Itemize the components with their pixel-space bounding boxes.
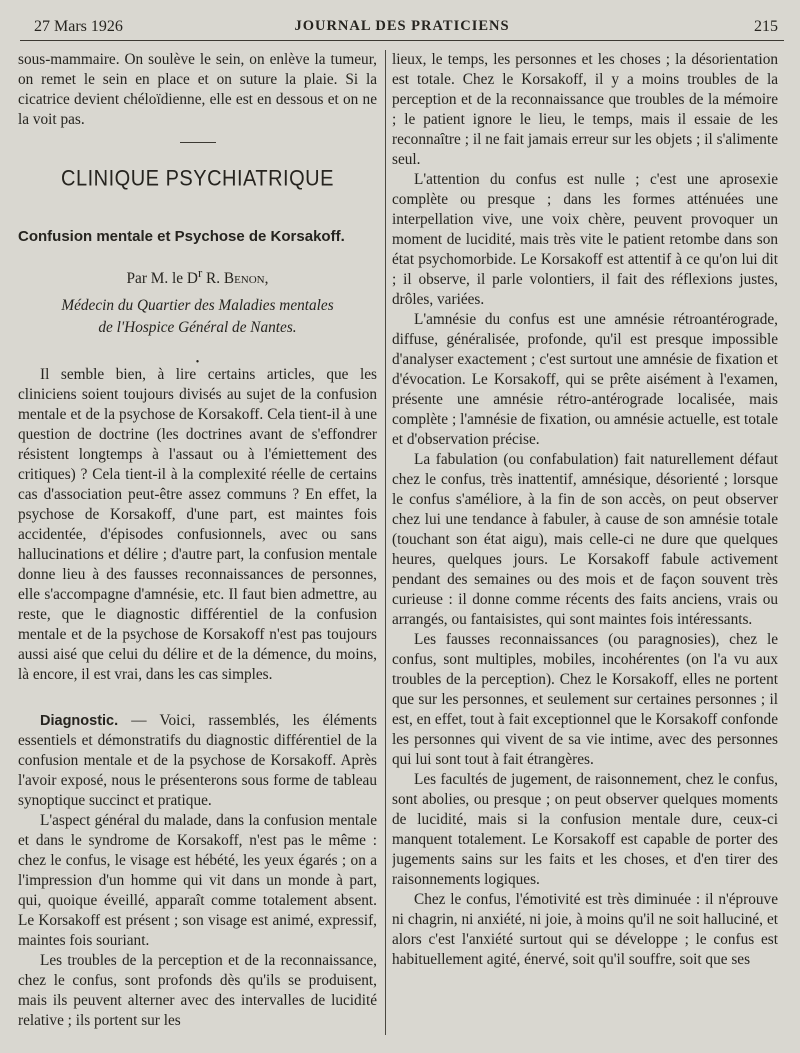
paragraph: Chez le confus, l'émotivité est très diminuée : il n'éprouve ni chagrin, ni anxiété, ni joie, à moins qu'il ne soit halluciné, et alors c'est l'anxiété surtout qui se développe ; le confus est habituellement agité, énervé, soit qu'il souffre, soit que ses <box>392 891 778 968</box>
journal-title: JOURNAL DES PRATICIENS <box>294 18 510 34</box>
section-title: CLINIQUE PSYCHIATRIQUE <box>61 166 334 192</box>
author-name: R. Benon, <box>206 270 269 288</box>
column-divider <box>385 50 386 1035</box>
previous-article-ending: sous-mammaire. On soulève le sein, on enlève la tumeur, on remet le sein en place et on suture la plaie. Si la cicatrice devient chéloïdienne, elle est en dessous et on ne la voit pas. <box>18 51 377 128</box>
ornament-dot: • <box>195 357 200 369</box>
header-date: 27 Mars 1926 <box>34 18 123 35</box>
paragraph: L'amnésie du confus est une amnésie rétroantérograde, diffuse, généralisée, profonde, qu'il est presque impossible d'analyser exactement ; c'est surtout une amnésie de fixation et d'évocation. Le Korsakoff, qui se prête aisément à l'examen, présente une amnésie rétro-antérograde localisée, mais complète ; l'amnésie de fixation, ou amnésie actuelle, est totale et d'observation précise. <box>392 311 778 448</box>
paragraph-diagnostic <box>18 711 377 811</box>
author-line <box>18 263 377 289</box>
paragraph: L'aspect général du malade, dans la confusion mentale et dans le syndrome de Korsakoff, n'est pas le même : chez le confus, le visage est hébété, les yeux égarés ; on a l'impression d'un homme qui vit dans un monde à part, qui, quoique éveillé, apparaît comme totalement absent. Le Korsakoff est présent ; son visage est animé, expressif, maintes fois souriant. <box>18 812 377 950</box>
paragraph: lieux, le temps, les personnes et les choses ; la désorientation est totale. Chez le Korsakoff, il y a moins troubles de la perception et de la reconnaissance que troubles de la mémoire ; le patient ignore le lieu, le temps, mais il essaie de les reconnaître ; il ne fait jamais erreur sur les objets ; il s'alimente seul. <box>392 51 778 168</box>
article-title: Confusion mentale et Psychose de Korsakoff. <box>18 228 345 245</box>
author-prefix: Par M. le D <box>126 270 198 288</box>
paragraph: Les troubles de la perception et de la reconnaissance, chez le confus, sont profonds dès qu'ils se produisent, mais ils peuvent alterner avec des intervalles de lucidité relative ; ils portent sur les <box>18 952 377 1030</box>
left-column <box>18 50 377 1040</box>
paragraph: La fabulation (ou confabulation) fait naturellement défaut chez le confus, très inattentif, amnésique, désorienté ; lorsque le confus s'améliore, à la fin de son accès, on peut observer chez lui une tendance à fabuler, à cause de son amnésie totale (touchant son état aigu), mais celle-ci ne dure que quelques heures, quelques jours. Le Korsakoff fabule activement pendant des semaines ou des mois et de façon souvent très curieuse : il donne comme récents des faits anciens, vrais ou arrangés, ou fantaisistes, qui sont maintes fois intéressants. <box>392 451 778 628</box>
paragraph: Les facultés de jugement, de raisonnement, chez le confus, sont abolies, ou presque ; on peut observer quelques moments de lucidité, mais si la confusion mentale dure, ceux-ci manquent totalement. Le Korsakoff est capable de porter des jugements sains sur les faits et les choses, et d'en tirer des raisonnements logiques. <box>392 771 778 888</box>
paragraph: L'attention du confus est nulle ; c'est une aprosexie complète ou presque ; dans les formes atténuées une interpellation vive, une voix chère, peuvent provoquer un moment de lucidité, mais très vite le patient retombe dans son état psychomorbide. Le Korsakoff est attentif à ce qu'on lui dit ; il observe, il parle volontiers, il fait des réflexions justes, drôles, variées. <box>392 171 778 308</box>
paragraph: Il semble bien, à lire certains articles, que les cliniciens soient toujours divisés au sujet de la confusion mentale et de la psychose de Korsakoff. Cela tient-il à une question de doctrine (les doctrines avant de s'effondrer résistent longtemps à l'assaut ou à l'émiettement des critiques) ? Cela tient-il à la complexité réelle de certains cas d'association peut-être assez communs ? En effet, la psychose de Korsakoff, d'une part, est maintes fois accidentée, d'épisodes confusionnels, avec ou sans hallucinations et délire ; d'autre part, la confusion mentale donne lieu à des fausses reconnaissances de personnes, elle s'accompagne d'amnésie, etc. Il faut bien admettre, au reste, que le diagnostic différentiel de la confusion mentale et de la psychose de Korsakoff n'est pas toujours aussi aisé que celui du délire et de la démence, du moins, là encore, il est vrai, dans les cas simples. <box>18 366 377 684</box>
page-number: 215 <box>754 18 778 35</box>
author-affiliation <box>18 295 377 339</box>
separator-rule <box>180 142 216 143</box>
paragraph: Les fausses reconnaissances (ou paragnosies), chez le confus, sont multiples, mobiles, incohérentes (on l'a vu aux troubles de la perception). Chez le Korsakoff, elles ne portent que sur les personnes, et seulement sur certaines personnes ; il est, en effet, tout à fait exceptionnel que le Korsakoff confonde les personnes qui vivent de sa vie intime, avec des personnes qui lui sont tout à fait étrangères. <box>392 631 778 768</box>
affiliation-line-1: Médecin du Quartier des Maladies mentales <box>61 297 334 315</box>
affiliation-line-2: de l'Hospice Général de Nantes. <box>98 319 297 337</box>
author-sup: r <box>197 266 203 280</box>
diagnostic-text: — Voici, rassemblés, les éléments essentiels et démonstratifs du diagnostic différentiel de la confusion mentale et de la psychose de Korsakoff. Après l'avoir exposé, nous le présenterons sous forme de tableau synoptique succinct et pratique. <box>18 712 377 810</box>
running-header <box>20 14 784 41</box>
diagnostic-lead: Diagnostic. <box>40 713 119 730</box>
right-column <box>392 50 778 1040</box>
